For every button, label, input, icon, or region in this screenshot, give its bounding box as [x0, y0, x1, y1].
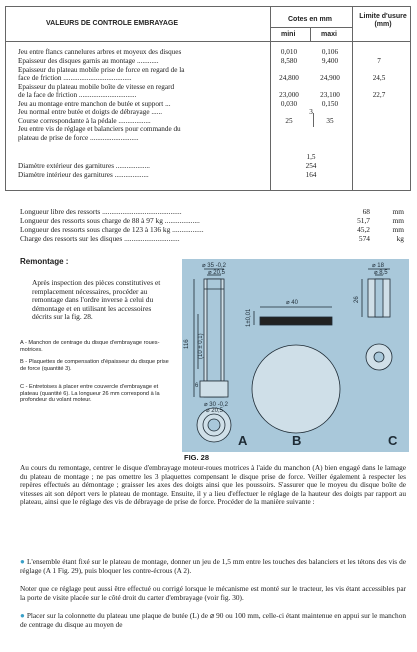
- note-c: C - Entretoises à placer entre couvercle d'embrayage et plateau (quantité 6). La longueur 26 mm correspond à la profondeur du volant moteur.: [20, 384, 160, 404]
- dim-a-height: 116: [184, 339, 190, 349]
- body-paragraph-2: Noter que ce réglage peut aussi être effectué ou corrigé lorsque le mécanisme est monté sur le tracteur, les vis étant accessibles par la porte de visite placée sur le côté droit du carter d'embrayage (voir fig. 30).: [20, 584, 406, 602]
- dim-c-top: ⌀ 18: [372, 263, 384, 269]
- body-bullet-2: ● Placer sur la colonnette du plateau une plaque de butée (L) de ⌀ 90 ou 100 mm, celle-ci étant maintenue en appui sur le manchon de centrage du disque au moyen de: [20, 611, 406, 629]
- spring-row: Longueur des ressorts sous charge de 88 à 97 kg ................... 51,7 mm: [20, 216, 404, 225]
- col-maxi-header: maxi: [321, 31, 337, 38]
- technical-drawing: [182, 259, 409, 452]
- table-title: VALEURS DE CONTROLE EMBRAYAGE: [46, 20, 178, 27]
- spring-row: Longueur libre des ressorts ........................................... 68 mm: [20, 207, 404, 216]
- col-cotes-header: Cotes en mm: [288, 16, 332, 23]
- dim-a-top2: ⌀ 20,5: [208, 270, 225, 276]
- bullet-icon: ●: [20, 611, 25, 620]
- dim-a-top: ⌀ 35 -0,2: [202, 263, 226, 269]
- dim-a-lower: 6: [195, 383, 199, 389]
- dim-b-thk: 1±0,01: [246, 308, 252, 327]
- note-a: A - Manchon de centrage du disque d'embrayage roues-motrices.: [20, 340, 160, 353]
- body-bullet-1: ● L'ensemble étant fixé sur le plateau de montage, donner un jeu de 1,5 mm entre les touches des balanciers et les tétons des vis de réglage (A 1 Fig. 29), puis bloquer les contre-écrous (A 2).: [20, 557, 406, 575]
- dim-a-bot2: ⌀ 20,5: [206, 408, 223, 414]
- figure-caption: FIG. 28: [184, 453, 210, 462]
- note-b: B - Plaquettes de compensation d'épaisseur du disque prise de force (quantité 3).: [20, 359, 169, 372]
- bullet-icon: ●: [20, 557, 25, 566]
- dim-c-top2: ⌀ 8,5: [374, 270, 388, 276]
- col-limite-header: Limite d'usure (mm): [359, 13, 407, 28]
- body-paragraph-1: Au cours du remontage, centrer le disque d'embrayage moteur-roues motrices à l'aide du manchon (A) bien engagé dans le lamage du plateau de montage ; ne pas omettre les 3 plaquettes compensant le disque prise de force. Veiller également à respecter les repères effectués au démontage ; graisser les axes des doigts ainsi que les poussoirs. S'assurer que le moyeu du disque boîte de vitesses ait son déport vers le plateau de montage. Ensuite, il y a lieu d'effectuer le réglage de la hauteur des doigts par rapport au plateau, ainsi que le réglage des vis de débrayage de prise de force. Procéder de la manière suivante :: [20, 463, 406, 506]
- dim-a-bot1: ⌀ 30 -0,2: [204, 402, 228, 408]
- remontage-intro: Après inspection des pièces constitutives et remplacement nécessaires, procéder au remontage dans l'ordre inverse à celui du démontage et en utilisant les accessoires décrits sur la fig. 28.: [32, 278, 161, 322]
- part-c-label: C: [388, 433, 398, 448]
- figure-28: [182, 259, 409, 452]
- section-title: Remontage :: [20, 257, 69, 266]
- part-b-label: B: [292, 433, 302, 448]
- spring-row: Longueur des ressorts sous charge de 123 à 136 kg ................. 45,2 mm: [20, 225, 404, 234]
- col-mini-header: mini: [281, 31, 296, 38]
- dim-a-mid: (10 ± 0,1): [198, 333, 204, 359]
- spring-row: Charge des ressorts sur les disques .............................. 574 kg: [20, 234, 404, 243]
- part-a-label: A: [238, 433, 248, 448]
- dim-b-dia: ⌀ 40: [286, 300, 298, 306]
- dim-c-height: 26: [354, 296, 360, 303]
